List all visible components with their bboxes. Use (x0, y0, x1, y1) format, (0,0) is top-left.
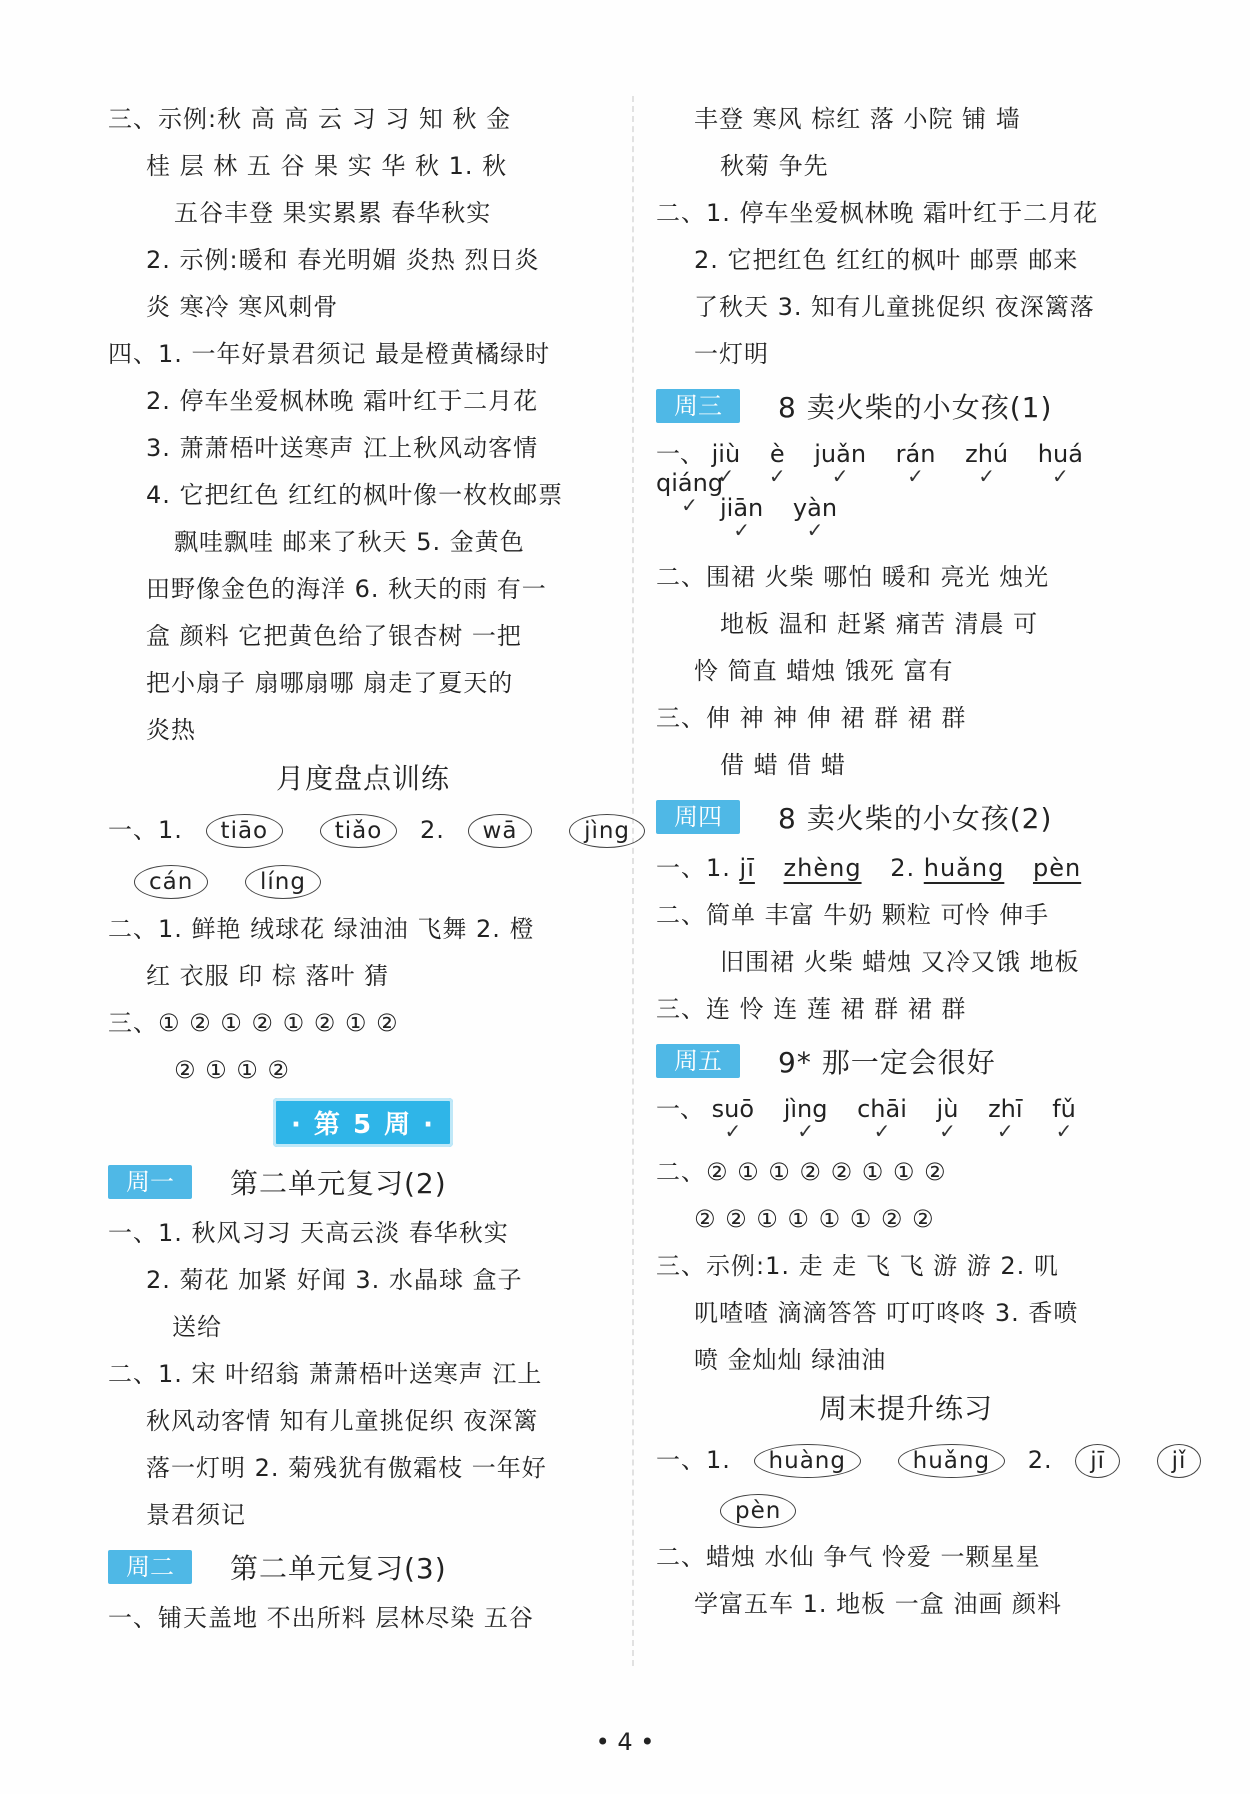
q-number: 2. (1027, 1446, 1053, 1474)
pinyin-word: qiáng ✓ (656, 469, 723, 497)
right-column (656, 96, 1187, 1628)
day-header-tuesday (108, 1541, 618, 1593)
weekend-q1-line-2 (656, 1486, 1156, 1534)
answer-line: 了秋天 3. 知有儿童挑促织 夜深篱落 (694, 293, 1095, 321)
day-badge: 周四 (656, 800, 740, 834)
pinyin-oval: cán (134, 865, 208, 899)
pinyin-oval: wā (468, 814, 533, 848)
q-prefix: 一、 (656, 440, 704, 468)
day-title: 第二单元复习(3) (230, 1552, 447, 1585)
answer-line: 地板 温和 赶紧 痛苦 清晨 可 (720, 610, 1039, 638)
answer-line: 炎热 (146, 716, 196, 744)
pinyin-oval: pèn (720, 1494, 796, 1528)
pinyin-word: juǎn ✓ (814, 440, 866, 468)
pinyin-word: jù ✓ (937, 1095, 959, 1123)
pinyin-word: huá ✓ (1038, 440, 1083, 468)
pinyin-word: jiù ✓ (712, 440, 741, 468)
day-title: 8 卖火柴的小女孩(2) (778, 802, 1053, 835)
answer-line: 一、1. 秋风习习 天高云淡 春华秋实 (108, 1219, 509, 1247)
answer-line: 3. 萧萧梧叶送寒声 江上秋风动客情 (146, 434, 539, 462)
answer-line: 三、① ② ① ② ① ② ① ② (108, 1009, 399, 1037)
answer-line: 三、连 怜 连 莲 裙 群 裙 群 (656, 995, 967, 1023)
answer-line: 2. 菊花 加紧 好闻 3. 水晶球 盒子 (146, 1266, 523, 1294)
day-title: 第二单元复习(2) (230, 1167, 447, 1200)
answer-line: 丰登 寒风 棕红 落 小院 铺 墙 (694, 105, 1021, 133)
answer-line: 二、1. 停车坐爱枫林晚 霜叶红于二月花 (656, 199, 1099, 227)
underlined-pinyin: zhèng (783, 854, 862, 882)
pinyin-oval: jìng (569, 814, 645, 848)
answer-line: 叽喳喳 滴滴答答 叮叮咚咚 3. 香喷 (694, 1299, 1079, 1327)
answer-line: 二、1. 宋 叶绍翁 萧萧梧叶送寒声 江上 (108, 1360, 543, 1388)
pinyin-oval: tiǎo (320, 814, 398, 848)
answer-line: 学富五车 1. 地板 一盒 油画 颜料 (694, 1590, 1063, 1618)
answer-line: 2. 它把红色 红红的枫叶 邮票 邮来 (694, 246, 1079, 274)
pinyin-oval: huàng (754, 1444, 861, 1478)
answer-line: 旧围裙 火柴 蜡烛 又冷又饿 地板 (720, 948, 1080, 976)
answer-line: 2. 停车坐爱枫林晚 霜叶红于二月花 (146, 387, 539, 415)
answer-line: 景君须记 (146, 1501, 246, 1529)
answer-line: 二、简单 丰富 牛奶 颗粒 可怜 伸手 (656, 901, 1050, 929)
answer-line: 二、围裙 火柴 哪怕 暖和 亮光 烛光 (656, 563, 1050, 591)
underlined-pinyin: pèn (1032, 854, 1082, 882)
day-title: 8 卖火柴的小女孩(1) (778, 391, 1053, 424)
answer-line: 秋风动客情 知有儿童挑促织 夜深篱 (146, 1407, 539, 1435)
day-header-wednesday (656, 380, 1156, 432)
pinyin-word: rán ✓ (896, 440, 936, 468)
q-prefix: 一、1. (656, 854, 731, 882)
answer-line: 三、示例:秋 高 高 云 习 习 知 秋 金 (108, 105, 512, 133)
pinyin-word: zhú ✓ (965, 440, 1008, 468)
page-number: • 4 • (595, 1728, 655, 1756)
day-header-monday (108, 1156, 618, 1208)
weekend-practice-title: 周末提升练习 (818, 1392, 993, 1425)
answer-line: 把小扇子 扇哪扇哪 扇走了夏天的 (146, 669, 514, 697)
column-divider (632, 96, 634, 1666)
day-badge: 周二 (108, 1550, 192, 1584)
pinyin-oval: líng (245, 865, 321, 899)
underlined-pinyin: huǎng (923, 854, 1005, 882)
day-badge: 周一 (108, 1165, 192, 1199)
answer-line: 飘哇飘哇 邮来了秋天 5. 金黄色 (174, 528, 525, 556)
q-number: 2. (419, 816, 445, 844)
answer-line: 二、蜡烛 水仙 争气 怜爱 一颗星星 (656, 1543, 1041, 1571)
pinyin-word: fǔ ✓ (1052, 1095, 1076, 1123)
answer-line: 借 蜡 借 蜡 (720, 751, 846, 779)
week-banner-wrap (108, 1098, 618, 1152)
answer-line: 五谷丰登 果实累累 春华秋实 (174, 199, 492, 227)
answer-line: 4. 它把红色 红红的枫叶像一枚枚邮票 (146, 481, 564, 509)
answer-line: 桂 层 林 五 谷 果 实 华 秋 1. 秋 (146, 152, 508, 180)
pinyin-oval: jī (1075, 1444, 1120, 1478)
q-prefix: 一、 (656, 1095, 704, 1123)
answer-line: ② ① ① ② (174, 1056, 290, 1084)
pinyin-word: è ✓ (770, 440, 785, 468)
answer-line: 四、1. 一年好景君须记 最是橙黄橘绿时 (108, 340, 551, 368)
answer-line: 秋菊 争先 (720, 152, 829, 180)
left-column (108, 96, 631, 1642)
pinyin-row (656, 434, 1156, 497)
weekend-q1-line-1 (656, 1434, 1187, 1486)
pinyin-word: jiān ✓ (720, 494, 763, 522)
monthly-review-title: 月度盘点训练 (275, 762, 450, 795)
q-number: 2. (890, 854, 916, 882)
answer-line: 送给 (172, 1313, 222, 1341)
monthly-q1-line-1 (108, 804, 631, 856)
answer-line: 一、铺天盖地 不出所料 层林尽染 五谷 (108, 1604, 534, 1632)
answer-line: 二、1. 鲜艳 绒球花 绿油油 飞舞 2. 橙 (108, 915, 535, 943)
answer-line: 盒 颜料 它把黄色给了银杏树 一把 (146, 622, 522, 650)
week-5-banner: · 第 5 周 · (273, 1098, 453, 1147)
pinyin-answer-line (656, 845, 1156, 892)
answer-line: 三、伸 神 神 伸 裙 群 裙 群 (656, 704, 967, 732)
pinyin-word: zhī ✓ (988, 1095, 1022, 1123)
answer-line: 落一灯明 2. 菊残犹有傲霜枝 一年好 (146, 1454, 547, 1482)
answer-line: 怜 简直 蜡烛 饿死 富有 (694, 657, 954, 685)
answer-line: 2. 示例:暖和 春光明媚 炎热 烈日炎 (146, 246, 540, 274)
q-prefix: 一、1. (108, 816, 183, 844)
answer-line: 红 衣服 印 棕 落叶 猜 (146, 962, 390, 990)
answer-line: 三、示例:1. 走 走 飞 飞 游 游 2. 叽 (656, 1252, 1059, 1280)
pinyin-row (656, 494, 1156, 554)
pinyin-row (656, 1089, 1156, 1149)
day-header-friday (656, 1035, 1156, 1087)
day-badge: 周三 (656, 389, 740, 423)
section-three-answers (108, 96, 618, 331)
pinyin-word: chāi ✓ (857, 1095, 907, 1123)
section-four-answers (108, 331, 618, 754)
pinyin-oval: jǐ (1157, 1444, 1202, 1478)
pinyin-word: jìng ✓ (784, 1095, 828, 1123)
pinyin-oval: tiāo (206, 814, 284, 848)
answer-line: 炎 寒冷 寒风刺骨 (146, 293, 339, 321)
answer-line: ② ② ① ① ① ① ② ② (694, 1205, 935, 1233)
answer-line: 田野像金色的海洋 6. 秋天的雨 有一 (146, 575, 547, 603)
day-header-thursday (656, 791, 1156, 843)
day-title: 9* 那一定会很好 (778, 1046, 996, 1079)
q-prefix: 一、1. (656, 1446, 731, 1474)
pinyin-word: suō ✓ (712, 1095, 754, 1123)
pinyin-word: yàn ✓ (793, 494, 837, 522)
answer-line: 一灯明 (694, 340, 769, 368)
answer-line: 喷 金灿灿 绿油油 (694, 1346, 887, 1374)
answer-line: 二、② ① ① ② ② ① ① ② (656, 1158, 947, 1186)
monthly-q1-line-2 (108, 856, 618, 906)
underlined-pinyin: jī (739, 854, 755, 882)
pinyin-oval: huǎng (898, 1444, 1005, 1478)
day-badge: 周五 (656, 1044, 740, 1078)
